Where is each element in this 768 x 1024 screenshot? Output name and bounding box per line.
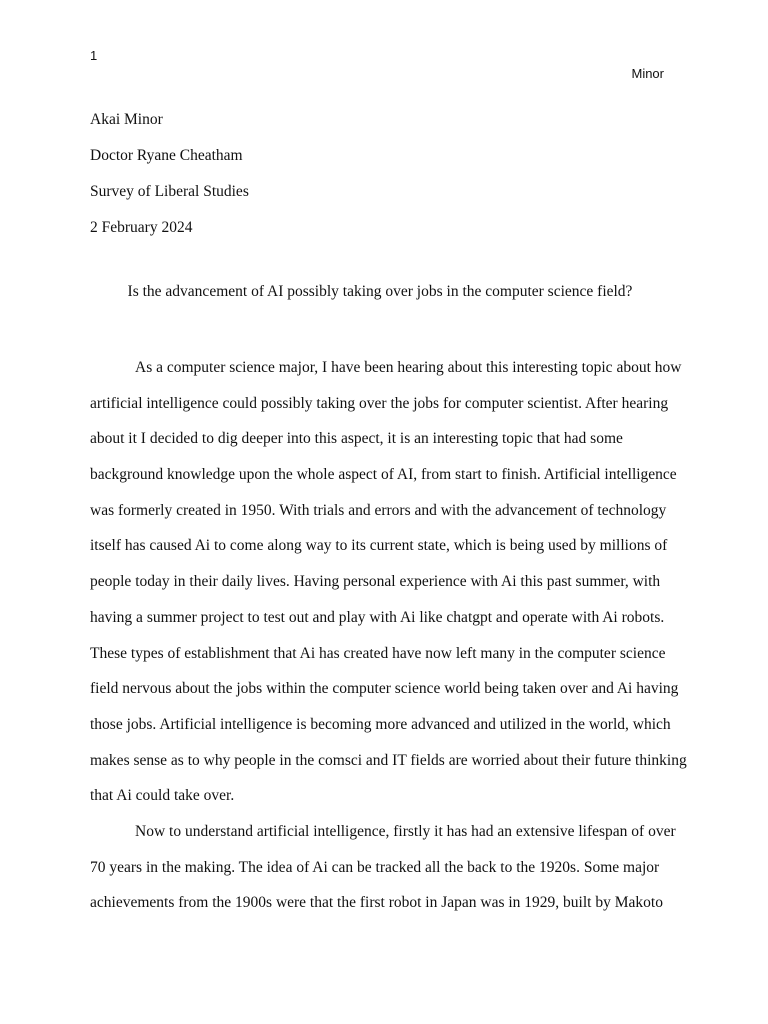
body-line: people today in their daily lives. Having personal experience with Ai this past summer, with: [90, 573, 661, 591]
body-line: background knowledge upon the whole aspect of AI, from start to finish. Artificial intelligence: [90, 466, 677, 484]
body-line: artificial intelligence could possibly taking over the jobs for computer scientist. After hearing: [90, 394, 669, 412]
body-line: those jobs. Artificial intelligence is becoming more advanced and utilized in the world, which: [90, 715, 671, 733]
body-line: 70 years in the making. The idea of Ai can be tracked all the back to the 1920s. Some major: [90, 858, 660, 876]
essay-title: Is the advancement of AI possibly taking over jobs in the computer science field?: [127, 283, 633, 300]
body-line: achievements from the 1900s were that the first robot in Japan was in 1929, built by Makoto: [90, 894, 663, 912]
body-line: that Ai could take over.: [90, 787, 235, 805]
body-line: Now to understand artificial intelligence, firstly it has had an extensive lifespan of over: [135, 822, 676, 840]
body-line: itself has caused Ai to come along way to its current state, which is being used by millions of: [90, 537, 668, 555]
essay-body: [90, 350, 687, 921]
instructor-name: Doctor Ryane Cheatham: [90, 147, 243, 164]
body-line: field nervous about the jobs within the computer science world being taken over and Ai having: [90, 680, 679, 698]
course-name: Survey of Liberal Studies: [90, 183, 249, 200]
essay-date: 2 February 2024: [90, 219, 193, 236]
running-head: Minor: [631, 66, 664, 81]
page-number: 1: [90, 48, 98, 63]
body-line: was formerly created in 1950. With trials and errors and with the advancement of technology: [90, 501, 667, 519]
mla-heading: [90, 102, 249, 246]
body-line: These types of establishment that Ai has created have now left many in the computer science: [90, 644, 666, 662]
body-line: about it I decided to dig deeper into this aspect, it is an interesting topic that had some: [90, 430, 623, 448]
body-line: makes sense as to why people in the comsci and IT fields are worried about their future thinking: [90, 751, 687, 769]
author-name: Akai Minor: [90, 111, 163, 128]
body-line: having a summer project to test out and play with Ai like chatgpt and operate with Ai robots.: [90, 608, 665, 626]
body-line: As a computer science major, I have been hearing about this interesting topic about how: [135, 359, 682, 376]
